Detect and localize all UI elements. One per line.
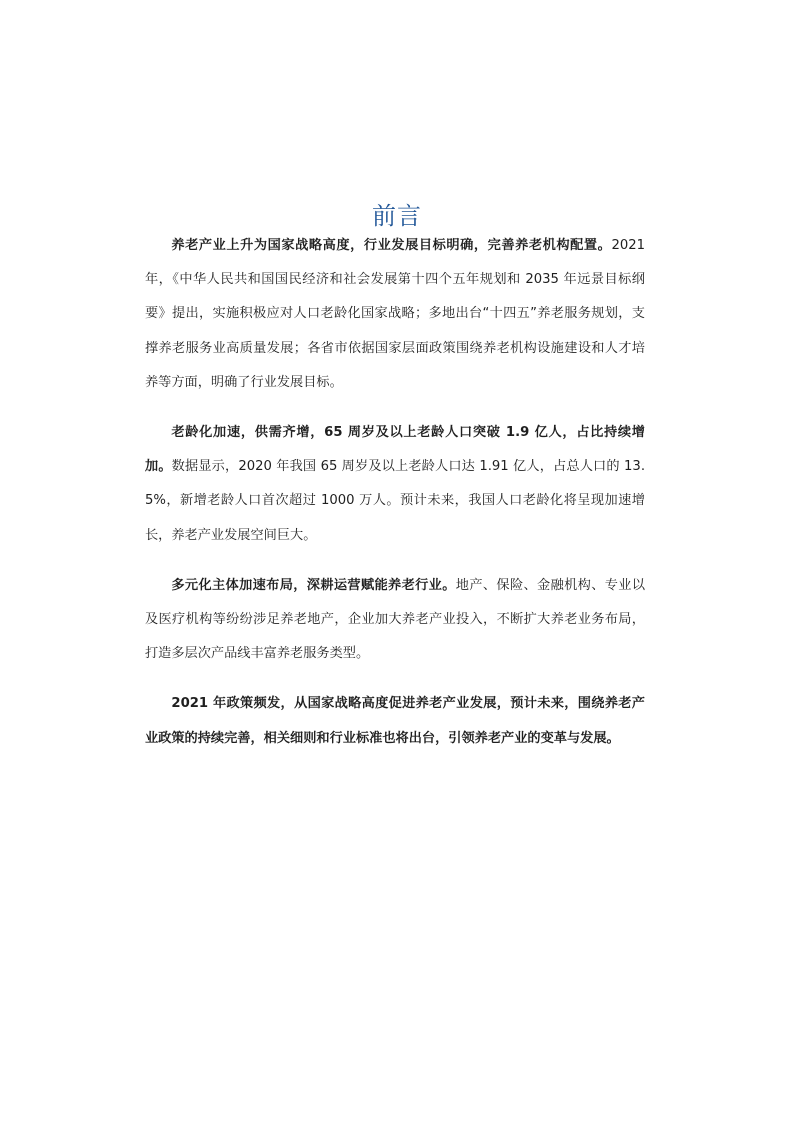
- paragraph-4-lead: 2021 年政策频发，从国家战略高度促进养老产业发展，预计未来，围绕养老产业政策的持续完善，相关细则和行业标准也将出台，引领养老产业的变革与发展。: [145, 696, 645, 746]
- paragraph-3-lead: 多元化主体加速布局，深耕运营赋能养老行业。: [171, 577, 456, 593]
- page-title: 前言: [372, 202, 422, 231]
- paragraph-3: [145, 569, 645, 672]
- paragraph-4: [145, 687, 645, 755]
- paragraph-2: [145, 416, 645, 553]
- paragraph-2-lead: 老龄化加速，供需齐增，65 周岁及以上老龄人口突破 1.9 亿人，占比持续增加。: [145, 425, 645, 475]
- paragraph-2-body: 数据显示，2020 年我国 65 周岁及以上老龄人口达 1.91 亿人，占总人口的 13.5%，新增老龄人口首次超过 1000 万人。预计未来，我国人口老龄化将呈现加速增长，养老产业发展空间巨大。: [145, 459, 646, 543]
- preface-body: [145, 229, 645, 772]
- paragraph-3-body: 地产、保险、金融机构、专业以及医疗机构等纷纷涉足养老地产，企业加大养老产业投入，不断扩大养老业务布局，打造多层次产品线丰富养老服务类型。: [145, 577, 646, 662]
- paragraph-1-body: 2021年，《中华人民共和国国民经济和社会发展第十四个五年规划和 2035 年远景目标纲要》提出，实施积极应对人口老龄化国家战略；多地出台“十四五”养老服务规划，支撑养老服务业高质量发展；各省市依据国家层面政策围绕养老机构设施建设和人才培养等方面，明确了行业发展目标。: [145, 238, 645, 390]
- paragraph-1-lead: 养老产业上升为国家战略高度，行业发展目标明确，完善养老机构配置。: [171, 238, 612, 253]
- paragraph-1: [145, 229, 645, 400]
